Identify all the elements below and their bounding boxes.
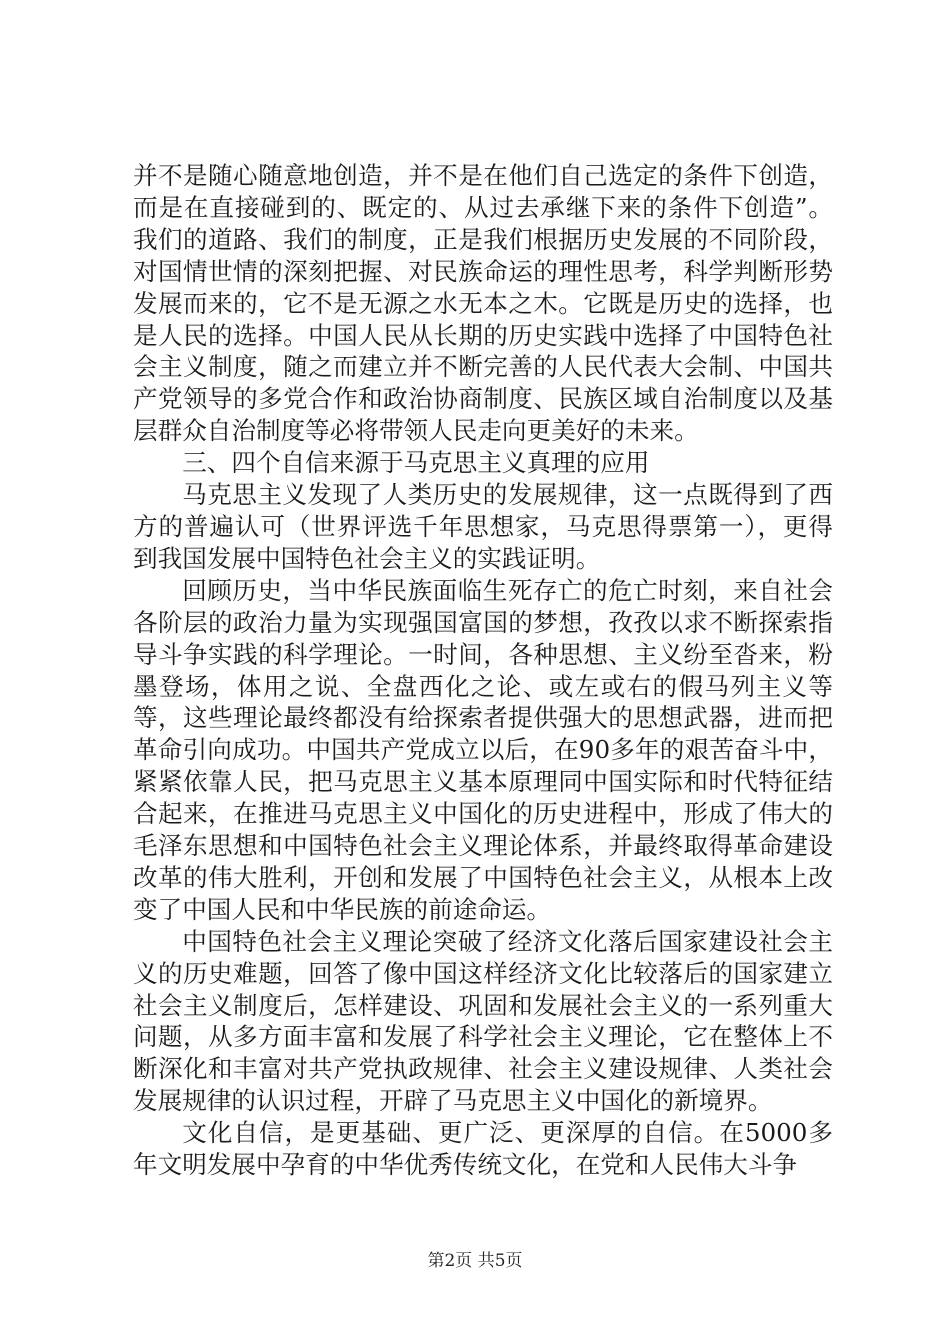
paragraph: 文化自信，是更基础、更广泛、更深厚的自信。在5000多年文明发展中孕育的中华优秀传统文化，在党和人民伟大斗争 <box>133 1118 833 1180</box>
page-footer: 第2页 共5页 <box>427 1251 523 1271</box>
paragraph-continuation: 并不是随心随意地创造，并不是在他们自己选定的条件下创造，而是在直接碰到的、既定的、从过去承继下来的条件下创造”。我们的道路、我们的制度，正是我们根据历史发展的不同阶段，对国情世情的深刻把握、对民族命运的理性思考，科学判断形势发展而来的，它不是无源之水无本之木。它既是历史的选择，也是人民的选择。中国人民从长期的历史实践中选择了中国特色社会主义制度，随之而建立并不断完善的人民代表大会制、中国共产党领导的多党合作和政治协商制度、民族区域自治制度以及基层群众自治制度等必将带领人民走向更美好的未来。 <box>133 161 833 446</box>
section-heading: 三、四个自信来源于马克思主义真理的应用 <box>182 448 650 478</box>
document-body <box>133 160 833 1181</box>
paragraph: 回顾历史，当中华民族面临生死存亡的危亡时刻，来自社会各阶层的政治力量为实现强国富国的梦想，孜孜以求不断探索指导斗争实践的科学理论。一时间，各种思想、主义纷至沓来，粉墨登场，体用之说、全盘西化之论、或左或右的假马列主义等等，这些理论最终都没有给探索者提供强大的思想武器，进而把革命引向成功。中国共产党成立以后，在90多年的艰苦奋斗中，紧紧依靠人民，把马克思主义基本原理同中国实际和时代特征结合起来，在推进马克思主义中国化的历史进程中，形成了伟大的毛泽东思想和中国特色社会主义理论体系，并最终取得革命建设改革的伟大胜利，开创和发展了中国特色社会主义，从根本上改变了中国人民和中华民族的前途命运。 <box>133 575 833 924</box>
paragraph: 中国特色社会主义理论突破了经济文化落后国家建设社会主义的历史难题，回答了像中国这样经济文化比较落后的国家建立社会主义制度后，怎样建设、巩固和发展社会主义的一系列重大问题，从多方面丰富和发展了科学社会主义理论，它在整体上不断深化和丰富对共产党执政规律、社会主义建设规律、人类社会发展规律的认识过程，开辟了马克思主义中国化的新境界。 <box>133 926 833 1116</box>
paragraph: 马克思主义发现了人类历史的发展规律，这一点既得到了西方的普遍认可（世界评选千年思想家，马克思得票第一），更得到我国发展中国特色社会主义的实践证明。 <box>133 480 833 573</box>
